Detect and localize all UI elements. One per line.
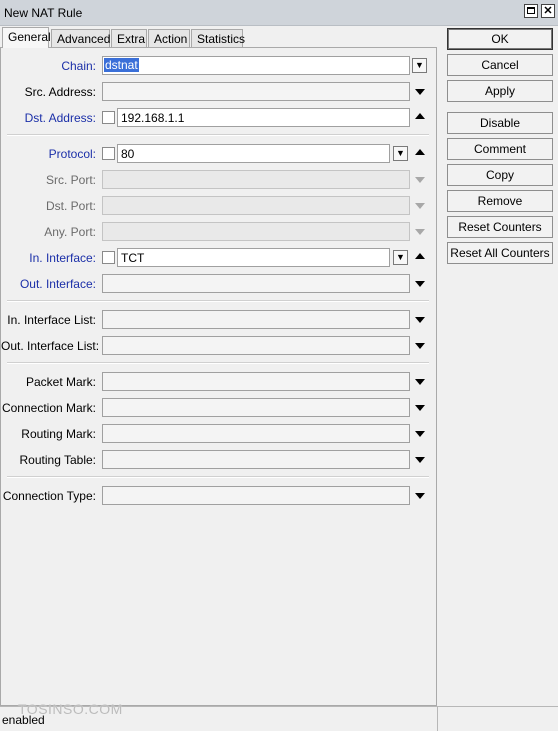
reset-counters-button[interactable]: Reset Counters (447, 216, 553, 238)
connection-mark-field[interactable] (102, 398, 410, 417)
src-port-field (102, 170, 410, 189)
protocol-not-checkbox[interactable] (102, 147, 115, 160)
packet-mark-expand-icon[interactable] (415, 379, 425, 385)
any-port-row (1, 222, 438, 242)
separator (7, 134, 429, 136)
connection-type-expand-icon[interactable] (415, 493, 425, 499)
dst-address-field[interactable] (117, 108, 410, 127)
in-interface-value: TCT (121, 251, 145, 265)
src-address-field[interactable] (102, 82, 410, 101)
packet-mark-field[interactable] (102, 372, 410, 391)
in-interface-list-row (1, 310, 438, 330)
disable-button[interactable]: Disable (447, 112, 553, 134)
in-interface-dropdown-icon[interactable]: ▼ (393, 250, 408, 265)
in-interface-label: In. Interface: (29, 251, 96, 265)
any-port-field (102, 222, 410, 241)
in-interface-list-expand-icon[interactable] (415, 317, 425, 323)
out-interface-field[interactable] (102, 274, 410, 293)
out-interface-expand-icon[interactable] (415, 281, 425, 287)
status-text: enabled (2, 713, 45, 727)
protocol-collapse-icon[interactable] (415, 149, 425, 155)
routing-mark-field[interactable] (102, 424, 410, 443)
in-interface-list-field[interactable] (102, 310, 410, 329)
out-interface-label: Out. Interface: (19, 277, 96, 291)
dst-address-not-checkbox[interactable] (102, 111, 115, 124)
connection-type-row (1, 486, 438, 506)
in-interface-not-checkbox[interactable] (102, 251, 115, 264)
routing-mark-row (1, 424, 438, 444)
src-address-expand-icon[interactable] (415, 89, 425, 95)
connection-mark-expand-icon[interactable] (415, 405, 425, 411)
watermark: TOSINSO.COM (18, 701, 123, 717)
tab-extra[interactable]: Extra (111, 29, 147, 47)
cancel-button[interactable]: Cancel (447, 54, 553, 76)
general-panel (0, 47, 437, 706)
protocol-dropdown-icon[interactable]: ▼ (393, 146, 408, 161)
dst-port-row (1, 196, 438, 216)
any-port-expand-icon (415, 229, 425, 235)
apply-button[interactable]: Apply (447, 80, 553, 102)
in-interface-field[interactable] (117, 248, 390, 267)
separator (7, 300, 429, 302)
dst-port-expand-icon (415, 203, 425, 209)
routing-table-label: Routing Table: (19, 453, 96, 467)
dst-address-label: Dst. Address: (24, 111, 96, 125)
status-divider (437, 707, 438, 731)
out-interface-row (1, 274, 438, 294)
reset-all-counters-button[interactable]: Reset All Counters (447, 242, 553, 264)
separator (7, 476, 429, 478)
routing-table-row (1, 450, 438, 470)
src-address-row (1, 82, 438, 102)
routing-table-field[interactable] (102, 450, 410, 469)
chain-label: Chain: (61, 59, 96, 73)
in-interface-collapse-icon[interactable] (415, 253, 425, 259)
dst-port-label: Dst. Port: (45, 199, 96, 213)
protocol-label: Protocol: (48, 147, 96, 161)
in-interface-row (1, 248, 438, 268)
src-address-label: Src. Address: (24, 85, 96, 99)
protocol-field[interactable] (117, 144, 390, 163)
close-icon[interactable]: ✕ (541, 4, 555, 18)
out-interface-list-expand-icon[interactable] (415, 343, 425, 349)
out-interface-list-row (1, 336, 438, 356)
routing-mark-label: Routing Mark: (21, 427, 96, 441)
tab-statistics[interactable]: Statistics (191, 29, 243, 47)
maximize-icon[interactable] (524, 4, 538, 18)
chain-value: dstnat (105, 58, 138, 72)
packet-mark-label: Packet Mark: (25, 375, 96, 389)
connection-type-label: Connection Type: (2, 489, 96, 503)
dst-address-value: 192.168.1.1 (121, 111, 185, 125)
out-interface-list-field[interactable] (102, 336, 410, 355)
chain-dropdown-icon[interactable]: ▼ (412, 58, 427, 73)
dst-port-field (102, 196, 410, 215)
routing-mark-expand-icon[interactable] (415, 431, 425, 437)
remove-button[interactable]: Remove (447, 190, 553, 212)
packet-mark-row (1, 372, 438, 392)
ok-button[interactable]: OK (447, 28, 553, 50)
out-interface-list-label: Out. Interface List: (1, 339, 100, 353)
chain-row (1, 56, 438, 76)
tab-advanced[interactable]: Advanced (51, 29, 110, 47)
connection-mark-label: Connection Mark: (1, 401, 96, 415)
window-title: New NAT Rule (4, 6, 83, 20)
title-bar (0, 0, 558, 26)
tab-action[interactable]: Action (148, 29, 190, 47)
connection-type-field[interactable] (102, 486, 410, 505)
protocol-value: 80 (121, 147, 135, 161)
copy-button[interactable]: Copy (447, 164, 553, 186)
src-port-row (1, 170, 438, 190)
dst-address-row (1, 108, 438, 128)
src-port-label: Src. Port: (45, 173, 96, 187)
in-interface-list-label: In. Interface List: (7, 313, 96, 327)
protocol-row (1, 144, 438, 164)
tab-general[interactable]: General (2, 27, 49, 48)
routing-table-expand-icon[interactable] (415, 457, 425, 463)
dst-address-collapse-icon[interactable] (415, 113, 425, 119)
connection-mark-row (1, 398, 438, 418)
src-port-expand-icon (415, 177, 425, 183)
separator (7, 362, 429, 364)
any-port-label: Any. Port: (44, 225, 96, 239)
comment-button[interactable]: Comment (447, 138, 553, 160)
chain-field[interactable] (102, 56, 410, 75)
